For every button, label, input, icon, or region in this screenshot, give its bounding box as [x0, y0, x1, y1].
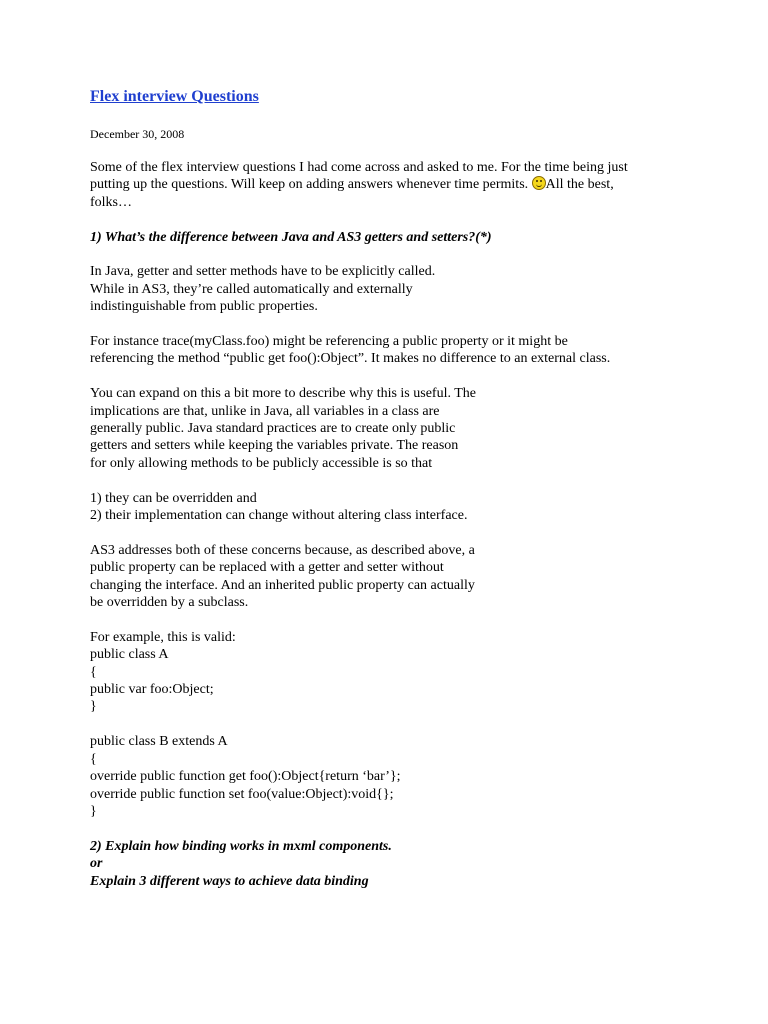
answer-paragraph-1 [90, 263, 710, 315]
article [90, 88, 710, 907]
code-line: } [90, 803, 97, 819]
text-line: public property can be replaced with a getter and setter without [90, 560, 444, 576]
intro-paragraph [90, 159, 710, 211]
question-line: 2) Explain how binding works in mxml components. [90, 838, 392, 854]
code-line: public class A [90, 647, 169, 663]
code-line: { [90, 664, 97, 680]
code-line: override public function get foo():Object{return ‘bar’}; [90, 769, 401, 785]
text-line: changing the interface. And an inherited public property can actually [90, 577, 475, 593]
intro-line-2-text: putting up the questions. Will keep on adding answers whenever time permits. [90, 177, 529, 193]
text-line: implications are that, unlike in Java, all variables in a class are [90, 403, 440, 419]
text-line: In Java, getter and setter methods have to be explicitly called. [90, 264, 436, 280]
question-2-heading [90, 838, 710, 890]
text-line: AS3 addresses both of these concerns because, as described above, a [90, 542, 475, 558]
question-line: or [90, 856, 103, 872]
code-line: For example, this is valid: [90, 629, 236, 645]
code-line: public class B extends A [90, 734, 228, 750]
question-1-heading: 1) What’s the difference between Java and AS3 getters and setters?(*) [90, 229, 492, 245]
answer-paragraph-3 [90, 385, 710, 472]
code-example-2 [90, 733, 710, 820]
code-line: public var foo:Object; [90, 682, 214, 698]
intro-line-2-tail: All the best, [545, 177, 614, 193]
code-line: override public function set foo(value:Object):void{}; [90, 786, 394, 802]
answer-list [90, 490, 710, 525]
intro-line-1: Some of the flex interview questions I had come across and asked to me. For the time being just [90, 160, 628, 175]
post-date: December 30, 2008 [90, 127, 185, 141]
smiley-icon [532, 176, 546, 190]
answer-paragraph-4 [90, 542, 710, 612]
text-line: for only allowing methods to be publicly accessible is so that [90, 455, 433, 471]
text-line: For instance trace(myClass.foo) might be referencing a public property or it might be [90, 334, 568, 350]
intro-line-2 [90, 176, 710, 193]
intro-line-3: folks… [90, 194, 132, 210]
text-line: getters and setters while keeping the variables private. The reason [90, 438, 459, 454]
text-line: You can expand on this a bit more to describe why this is useful. The [90, 386, 476, 402]
text-line: While in AS3, they’re called automatically and externally [90, 281, 413, 297]
text-line: generally public. Java standard practices are to create only public [90, 421, 456, 437]
question-line: Explain 3 different ways to achieve data binding [90, 873, 369, 889]
list-item: 2) their implementation can change without altering class interface. [90, 508, 468, 524]
code-line: { [90, 751, 97, 767]
text-line: be overridden by a subclass. [90, 595, 249, 611]
text-line: indistinguishable from public properties. [90, 299, 318, 315]
text-line: referencing the method “public get foo():Object”. It makes no difference to an external class. [90, 351, 611, 367]
code-line: } [90, 699, 97, 715]
list-item: 1) they can be overridden and [90, 490, 257, 506]
code-example-1 [90, 629, 710, 716]
article-title-link[interactable]: Flex interview Questions [90, 88, 259, 105]
answer-paragraph-2 [90, 333, 710, 368]
